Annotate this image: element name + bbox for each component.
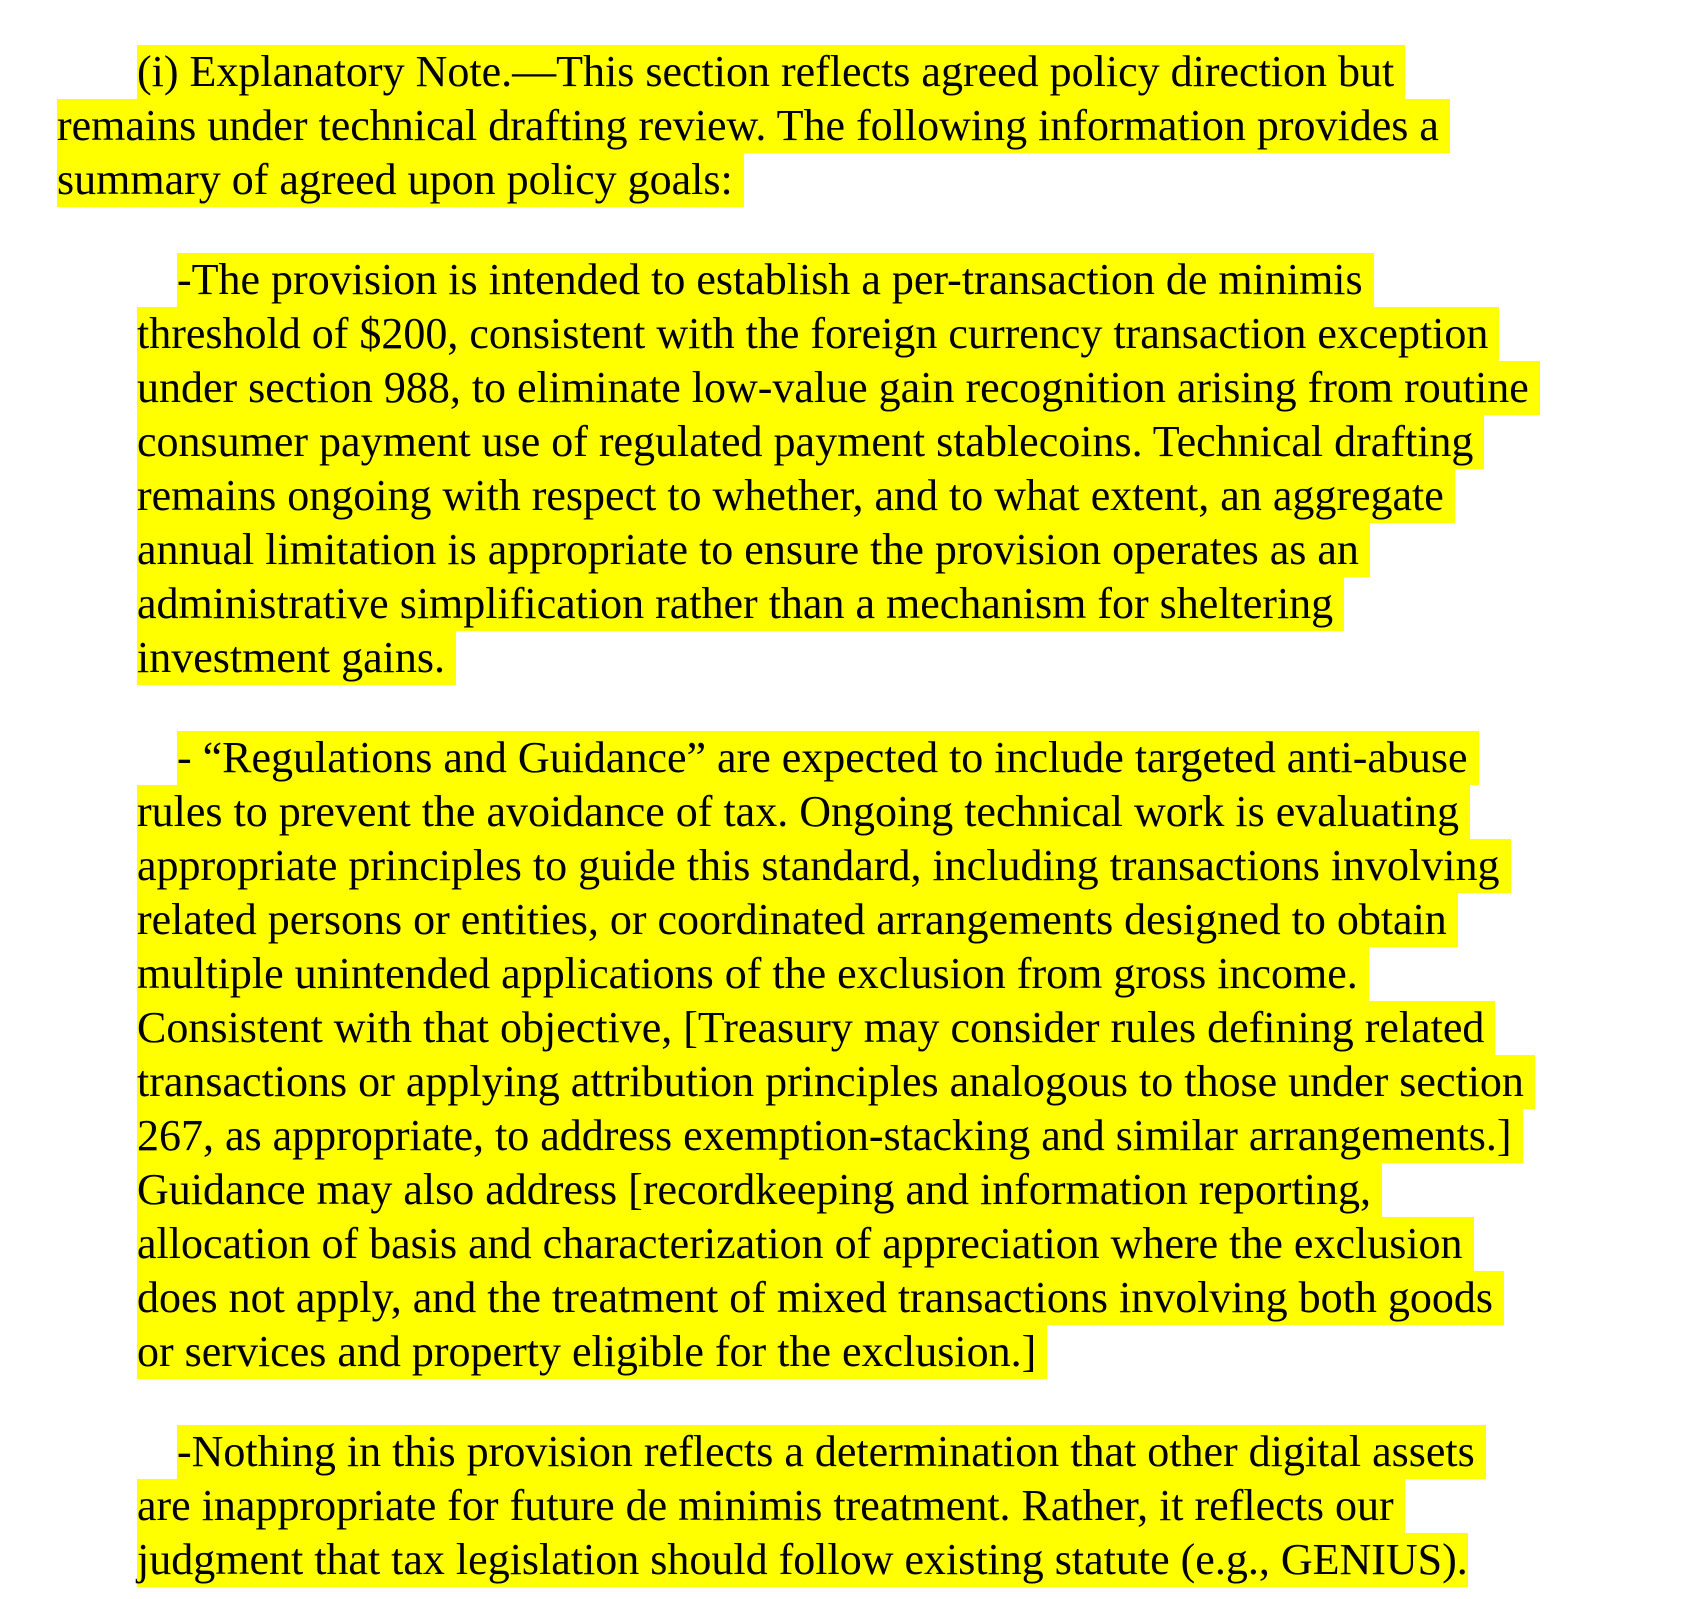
highlighted-text: -The provision is intended to establish a per-transaction de minimis	[177, 253, 1374, 307]
text-line	[137, 45, 1692, 99]
highlighted-text: -Nothing in this provision reflects a determination that other digital assets	[177, 1425, 1486, 1479]
highlighted-text: annual limitation is appropriate to ensure the provision operates as an	[137, 523, 1370, 577]
highlighted-text: investment gains.	[137, 631, 456, 685]
text-line	[137, 523, 1692, 577]
text-line	[137, 469, 1692, 523]
highlighted-text: - “Regulations and Guidance” are expected to include targeted anti-abuse	[177, 731, 1479, 785]
highlighted-text: summary of agreed upon policy goals:	[57, 153, 744, 207]
highlighted-text: transactions or applying attribution principles analogous to those under section	[137, 1055, 1535, 1109]
highlighted-text: rules to prevent the avoidance of tax. Ongoing technical work is evaluating	[137, 785, 1470, 839]
text-line	[137, 1001, 1692, 1055]
text-line	[137, 893, 1692, 947]
text-line	[137, 839, 1692, 893]
highlighted-text: consumer payment use of regulated payment stablecoins. Technical drafting	[137, 415, 1484, 469]
text-line	[137, 1271, 1692, 1325]
text-line	[177, 731, 1692, 785]
highlighted-text: appropriate principles to guide this standard, including transactions involving	[137, 839, 1511, 893]
highlighted-text: does not apply, and the treatment of mixed transactions involving both goods	[137, 1271, 1504, 1325]
highlighted-text: or services and property eligible for the exclusion.]	[137, 1325, 1047, 1379]
text-line	[137, 947, 1692, 1001]
paragraph-other-digital-assets	[0, 1425, 1692, 1587]
text-line	[137, 785, 1692, 839]
text-line	[137, 1533, 1692, 1587]
highlighted-text: Guidance may also address [recordkeeping and information reporting,	[137, 1163, 1382, 1217]
highlighted-text: administrative simplification rather than a mechanism for sheltering	[137, 577, 1344, 631]
highlighted-text: judgment that tax legislation should follow existing statute (e.g., GENIUS).	[137, 1533, 1468, 1587]
text-line	[137, 577, 1692, 631]
text-line	[137, 1163, 1692, 1217]
paragraph-de-minimis-threshold	[0, 253, 1692, 685]
highlighted-text: 267, as appropriate, to address exemption-stacking and similar arrangements.]	[137, 1109, 1523, 1163]
text-line	[177, 1425, 1692, 1479]
text-line	[177, 253, 1692, 307]
text-line	[137, 1479, 1692, 1533]
text-line	[57, 99, 1692, 153]
highlighted-text: multiple unintended applications of the exclusion from gross income.	[137, 947, 1369, 1001]
highlighted-text: (i) Explanatory Note.—This section reflects agreed policy direction but	[137, 45, 1405, 99]
text-line	[137, 631, 1692, 685]
highlighted-text: under section 988, to eliminate low-value gain recognition arising from routine	[137, 361, 1540, 415]
text-line	[137, 1109, 1692, 1163]
highlighted-text: related persons or entities, or coordinated arrangements designed to obtain	[137, 893, 1458, 947]
highlighted-text: allocation of basis and characterization of appreciation where the exclusion	[137, 1217, 1474, 1271]
highlighted-text: remains under technical drafting review. The following information provides a	[57, 99, 1450, 153]
text-line	[57, 153, 1692, 207]
text-line	[137, 415, 1692, 469]
text-line	[137, 1325, 1692, 1379]
paragraph-explanatory-note	[0, 45, 1692, 207]
text-line	[137, 361, 1692, 415]
highlighted-text: Consistent with that objective, [Treasury may consider rules defining related	[137, 1001, 1495, 1055]
text-line	[137, 307, 1692, 361]
highlighted-text: are inappropriate for future de minimis treatment. Rather, it reflects our	[137, 1479, 1405, 1533]
highlighted-text: threshold of $200, consistent with the foreign currency transaction exception	[137, 307, 1499, 361]
highlighted-text: remains ongoing with respect to whether, and to what extent, an aggregate	[137, 469, 1455, 523]
text-line	[137, 1217, 1692, 1271]
text-line	[137, 1055, 1692, 1109]
paragraph-regulations-and-guidance	[0, 731, 1692, 1379]
